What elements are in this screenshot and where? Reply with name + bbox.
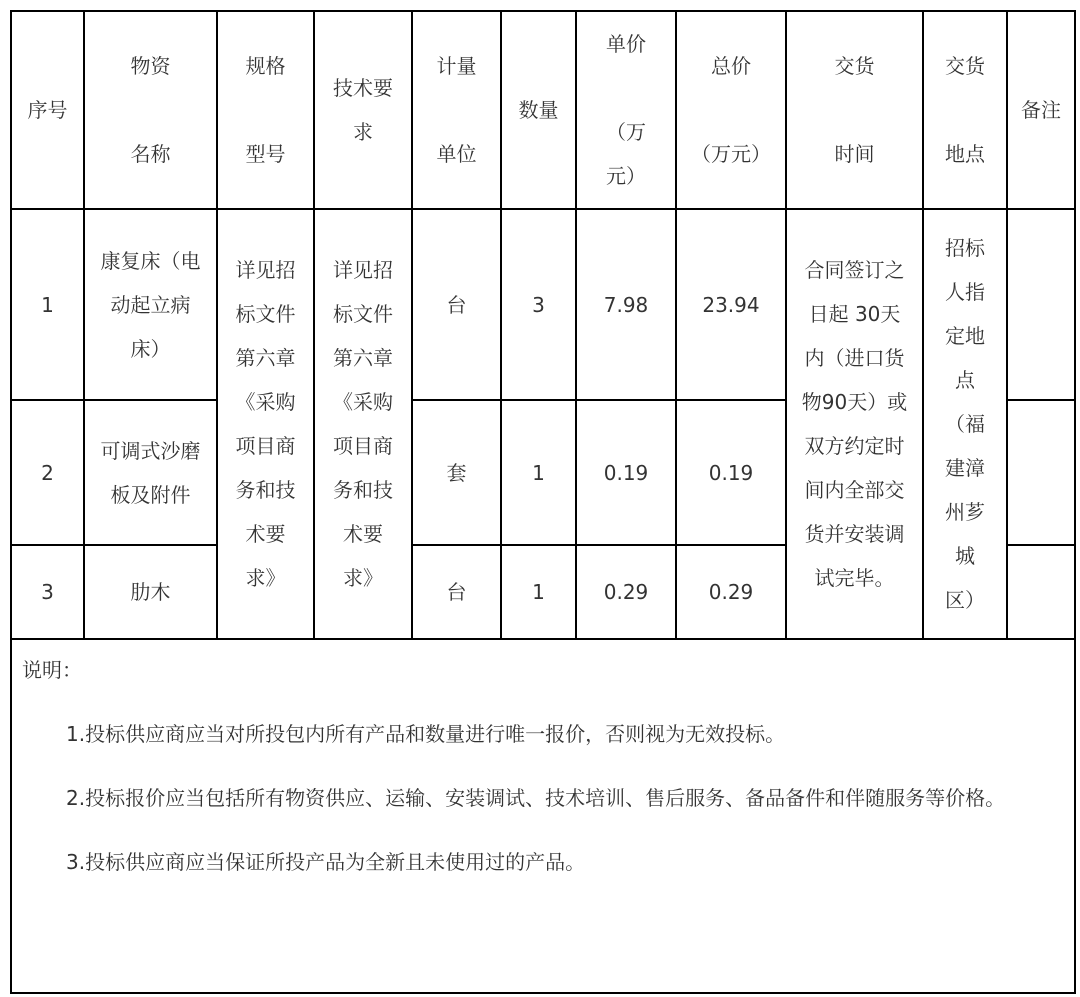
table-header-row <box>11 11 1075 209</box>
note-item: 1.投标供应商应当对所投包内所有产品和数量进行唯一报价，否则视为无效投标。 <box>66 722 786 746</box>
tech-text: 详见招 标文件 第六章 《采购 项目商 务和技 术要 求》 <box>333 258 393 590</box>
notes-title: 说明： <box>22 658 82 682</box>
header-text: 规格 型号 <box>245 54 286 166</box>
note-item: 3.投标供应商应当保证所投产品为全新且未使用过的产品。 <box>66 850 586 874</box>
unit-cell: 套 <box>412 400 501 545</box>
header-cell <box>314 11 412 209</box>
header-cell <box>1007 11 1075 209</box>
header-text: 序号 <box>27 98 68 122</box>
row-number-cell: 1 <box>11 209 84 400</box>
remark-cell <box>1007 400 1075 545</box>
table-row <box>11 209 1075 400</box>
header-cell <box>217 11 314 209</box>
header-cell <box>501 11 576 209</box>
unit-price-cell: 0.29 <box>576 545 676 639</box>
total-price-cell: 0.29 <box>676 545 786 639</box>
item-name-cell <box>84 400 217 545</box>
delivery-time-cell <box>786 209 923 639</box>
item-name-cell <box>84 209 217 400</box>
header-text: 总价 （万元） <box>691 54 771 166</box>
delivery-time-text: 合同签订之 日起 30天 内（进口货 物90天）或 双方约定时 间内全部交 货并安装调 试完毕。 <box>801 258 908 590</box>
tech-cell <box>314 209 412 639</box>
quantity-cell: 1 <box>501 545 576 639</box>
item-name-cell <box>84 545 217 639</box>
delivery-place-cell <box>923 209 1007 639</box>
quantity-cell: 3 <box>501 209 576 400</box>
item-name: 康复床（电 动起立病 床） <box>100 248 201 361</box>
header-text: 计量 单位 <box>436 54 477 166</box>
header-text: 单价 （万 元） <box>606 32 646 188</box>
header-cell <box>412 11 501 209</box>
header-text: 交货 时间 <box>834 54 875 166</box>
procurement-document <box>10 10 1074 988</box>
header-text: 交货 地点 <box>945 54 985 166</box>
delivery-place-text: 招标 人指 定地 点 （福 建漳 州芗 城 区） <box>945 236 985 612</box>
header-text: 技术要 求 <box>333 76 393 144</box>
remark-cell <box>1007 545 1075 639</box>
header-cell <box>11 11 84 209</box>
spec-text: 详见招 标文件 第六章 《采购 项目商 务和技 术要 求》 <box>235 258 296 590</box>
notes-cell <box>11 639 1075 993</box>
unit-cell: 台 <box>412 545 501 639</box>
item-name: 可调式沙磨 板及附件 <box>100 438 201 507</box>
row-number-cell: 2 <box>11 400 84 545</box>
total-price-cell: 23.94 <box>676 209 786 400</box>
unit-price-cell: 0.19 <box>576 400 676 545</box>
header-cell <box>576 11 676 209</box>
spec-cell <box>217 209 314 639</box>
header-text: 数量 <box>518 98 559 122</box>
header-text: 物资 名称 <box>130 54 171 166</box>
header-cell <box>676 11 786 209</box>
quantity-cell: 1 <box>501 400 576 545</box>
procurement-table <box>10 10 1076 994</box>
notes-row <box>11 639 1075 993</box>
header-cell <box>84 11 217 209</box>
note-item: 2.投标报价应当包括所有物资供应、运输、安装调试、技术培训、售后服务、备品备件和伴随服务等价格。 <box>66 786 1006 810</box>
total-price-cell: 0.19 <box>676 400 786 545</box>
unit-cell: 台 <box>412 209 501 400</box>
header-text: 备注 <box>1021 98 1061 122</box>
item-name: 肋木 <box>130 580 171 604</box>
row-number-cell: 3 <box>11 545 84 639</box>
header-cell <box>786 11 923 209</box>
unit-price-cell: 7.98 <box>576 209 676 400</box>
header-cell <box>923 11 1007 209</box>
remark-cell <box>1007 209 1075 400</box>
